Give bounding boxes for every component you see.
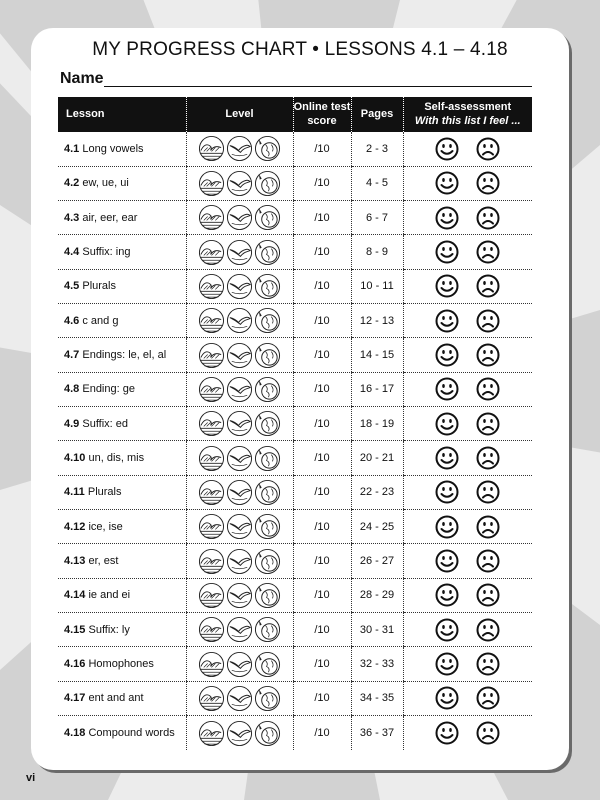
happy-face-icon[interactable] [435,652,459,676]
happy-face-icon[interactable] [435,240,459,264]
self-header-line1: Self-assessment [424,101,512,114]
pages-cell: 16 - 17 [351,372,403,406]
level-cell [186,235,293,269]
lesson-number: 4.6 [64,314,80,327]
wave-icon[interactable] [198,342,225,369]
globe-icon[interactable] [254,307,281,334]
bird-icon[interactable] [226,548,253,575]
pages-cell: 6 - 7 [351,201,403,235]
score-cell[interactable]: /10 [293,201,351,235]
globe-icon[interactable] [254,616,281,643]
lesson-cell [58,407,186,441]
pages-cell: 14 - 15 [351,338,403,372]
lesson-number: 4.9 [64,417,80,430]
lesson-cell [58,269,186,303]
wave-icon[interactable] [198,479,225,506]
level-cell [186,304,293,338]
lesson-number: 4.1 [64,142,80,155]
level-cell [186,407,293,441]
sad-face-icon[interactable] [476,618,500,642]
bird-icon[interactable] [226,273,253,300]
sad-face-icon[interactable] [476,480,500,504]
wave-icon[interactable] [198,651,225,678]
lesson-topic: Long vowels [82,142,144,155]
lesson-topic: Ending: ge [82,383,135,396]
score-cell[interactable]: /10 [293,647,351,681]
table-row [58,201,532,235]
happy-face-icon[interactable] [435,137,459,161]
level-cell [186,166,293,200]
happy-face-icon[interactable] [435,343,459,367]
score-cell[interactable]: /10 [293,510,351,544]
score-cell[interactable]: /10 [293,613,351,647]
pages-cell: 8 - 9 [351,235,403,269]
lesson-number: 4.12 [64,520,86,533]
lesson-number: 4.8 [64,383,80,396]
globe-icon[interactable] [254,342,281,369]
self-assessment-cell [403,613,532,647]
table-row [58,613,532,647]
name-label: Name [60,70,104,87]
level-cell [186,510,293,544]
self-assessment-cell [403,235,532,269]
happy-face-icon[interactable] [435,515,459,539]
bird-icon[interactable] [226,135,253,162]
self-assessment-cell [403,578,532,612]
lesson-cell [58,544,186,578]
table-row [58,578,532,612]
level-cell [186,269,293,303]
wave-icon[interactable] [198,582,225,609]
happy-face-icon[interactable] [435,377,459,401]
wave-icon[interactable] [198,239,225,266]
happy-face-icon[interactable] [435,583,459,607]
score-cell[interactable]: /10 [293,441,351,475]
table-row [58,132,532,166]
score-header-line2: score [307,114,337,127]
table-row [58,544,532,578]
sad-face-icon[interactable] [476,377,500,401]
score-cell[interactable]: /10 [293,544,351,578]
lesson-number: 4.7 [64,349,80,362]
lesson-number: 4.5 [64,280,80,293]
self-assessment-cell [403,166,532,200]
lesson-topic: er, est [88,555,119,568]
lesson-cell [58,132,186,166]
score-cell[interactable]: /10 [293,475,351,509]
lesson-cell [58,338,186,372]
table-row [58,716,532,750]
sad-face-icon[interactable] [476,206,500,230]
sad-face-icon[interactable] [476,171,500,195]
globe-icon[interactable] [254,445,281,472]
table-row [58,338,532,372]
lesson-topic: air, eer, ear [82,211,138,224]
wave-icon[interactable] [198,548,225,575]
pages-cell: 20 - 21 [351,441,403,475]
score-cell[interactable]: /10 [293,716,351,750]
sad-face-icon[interactable] [476,721,500,745]
level-cell [186,132,293,166]
sad-face-icon[interactable] [476,652,500,676]
score-cell[interactable]: /10 [293,132,351,166]
pages-cell: 18 - 19 [351,407,403,441]
wave-icon[interactable] [198,445,225,472]
level-cell [186,578,293,612]
lesson-topic: c and g [82,314,119,327]
sad-face-icon[interactable] [476,583,500,607]
table-row [58,407,532,441]
globe-icon[interactable] [254,651,281,678]
score-cell[interactable]: /10 [293,578,351,612]
lesson-number: 4.2 [64,177,80,190]
globe-icon[interactable] [254,582,281,609]
bird-icon[interactable] [226,204,253,231]
bird-icon[interactable] [226,479,253,506]
bird-icon[interactable] [226,720,253,747]
level-cell [186,613,293,647]
bird-icon[interactable] [226,376,253,403]
sad-face-icon[interactable] [476,137,500,161]
lesson-topic: Endings: le, el, al [82,349,167,362]
lesson-cell [58,716,186,750]
lesson-number: 4.17 [64,692,86,705]
lesson-topic: ie and ei [88,589,131,602]
level-cell [186,372,293,406]
wave-icon[interactable] [198,513,225,540]
bird-icon[interactable] [226,170,253,197]
self-assessment-cell [403,647,532,681]
lesson-topic: Plurals [82,280,116,293]
table-row [58,235,532,269]
sad-face-icon[interactable] [476,549,500,573]
lesson-topic: Suffix: ly [88,623,130,636]
lesson-number: 4.16 [64,658,86,671]
score-cell[interactable]: /10 [293,166,351,200]
lesson-cell [58,613,186,647]
globe-icon[interactable] [254,479,281,506]
globe-icon[interactable] [254,376,281,403]
wave-icon[interactable] [198,720,225,747]
level-cell [186,544,293,578]
score-cell[interactable]: /10 [293,338,351,372]
wave-icon[interactable] [198,685,225,712]
level-cell [186,681,293,715]
self-assessment-cell [403,407,532,441]
bird-icon[interactable] [226,616,253,643]
self-assessment-cell [403,304,532,338]
lesson-number: 4.10 [64,452,86,465]
lesson-cell [58,372,186,406]
name-line[interactable] [104,86,532,87]
pages-cell: 22 - 23 [351,475,403,509]
happy-face-icon[interactable] [435,171,459,195]
sad-face-icon[interactable] [476,343,500,367]
wave-icon[interactable] [198,135,225,162]
happy-face-icon[interactable] [435,446,459,470]
wave-icon[interactable] [198,273,225,300]
bird-icon[interactable] [226,445,253,472]
happy-face-icon[interactable] [435,549,459,573]
self-assessment-cell [403,372,532,406]
table-row [58,269,532,303]
score-cell[interactable]: /10 [293,235,351,269]
self-assessment-cell [403,544,532,578]
lesson-cell [58,647,186,681]
pages-cell: 32 - 33 [351,647,403,681]
globe-icon[interactable] [254,720,281,747]
level-cell [186,647,293,681]
globe-icon[interactable] [254,685,281,712]
bird-icon[interactable] [226,239,253,266]
score-cell[interactable]: /10 [293,681,351,715]
happy-face-icon[interactable] [435,309,459,333]
bird-icon[interactable] [226,651,253,678]
lesson-number: 4.18 [64,727,86,740]
wave-icon[interactable] [198,307,225,334]
sad-face-icon[interactable] [476,686,500,710]
pages-cell: 2 - 3 [351,132,403,166]
lesson-cell [58,304,186,338]
happy-face-icon[interactable] [435,412,459,436]
happy-face-icon[interactable] [435,274,459,298]
globe-icon[interactable] [254,548,281,575]
pages-cell: 28 - 29 [351,578,403,612]
globe-icon[interactable] [254,239,281,266]
pages-cell: 30 - 31 [351,613,403,647]
happy-face-icon[interactable] [435,206,459,230]
lesson-number: 4.13 [64,555,86,568]
score-cell[interactable]: /10 [293,372,351,406]
sad-face-icon[interactable] [476,446,500,470]
self-assessment-cell [403,441,532,475]
bird-icon[interactable] [226,513,253,540]
pages-cell: 34 - 35 [351,681,403,715]
globe-icon[interactable] [254,410,281,437]
level-cell [186,475,293,509]
globe-icon[interactable] [254,170,281,197]
lesson-topic: Plurals [87,486,122,499]
score-cell[interactable]: /10 [293,304,351,338]
globe-icon[interactable] [254,273,281,300]
pages-cell: 36 - 37 [351,716,403,750]
lesson-number: 4.14 [64,589,86,602]
level-cell [186,441,293,475]
self-assessment-cell [403,681,532,715]
wave-icon[interactable] [198,376,225,403]
lesson-cell [58,235,186,269]
bird-icon[interactable] [226,410,253,437]
score-header-line1: Online test [293,101,351,114]
lesson-column-header: Lesson [58,97,186,132]
table-row [58,166,532,200]
self-assessment-cell [403,269,532,303]
lesson-topic: ent and ant [88,692,144,705]
table-row [58,304,532,338]
lesson-cell [58,441,186,475]
sad-face-icon[interactable] [476,515,500,539]
table-row [58,510,532,544]
happy-face-icon[interactable] [435,618,459,642]
lesson-cell [58,166,186,200]
level-cell [186,201,293,235]
lesson-topic: un, dis, mis [88,452,145,465]
wave-icon[interactable] [198,204,225,231]
table-row [58,475,532,509]
wave-icon[interactable] [198,170,225,197]
sad-face-icon[interactable] [476,274,500,298]
lesson-topic: Suffix: ing [82,246,131,259]
wave-icon[interactable] [198,410,225,437]
pages-cell: 26 - 27 [351,544,403,578]
lesson-number: 4.3 [64,211,80,224]
globe-icon[interactable] [254,513,281,540]
lesson-cell [58,201,186,235]
globe-icon[interactable] [254,135,281,162]
progress-table [58,97,532,750]
bird-icon[interactable] [226,307,253,334]
happy-face-icon[interactable] [435,721,459,745]
bird-icon[interactable] [226,685,253,712]
bird-icon[interactable] [226,342,253,369]
level-cell [186,716,293,750]
sad-face-icon[interactable] [476,309,500,333]
lesson-topic: Compound words [88,727,175,740]
lesson-cell [58,681,186,715]
table-row [58,441,532,475]
pages-cell: 4 - 5 [351,166,403,200]
pages-cell: 10 - 11 [351,269,403,303]
table-row [58,372,532,406]
lesson-number: 4.11 [64,486,85,499]
self-header-line2: With this list I feel ... [414,114,521,127]
self-assessment-cell [403,510,532,544]
sad-face-icon[interactable] [476,240,500,264]
page-number: vi [26,772,36,784]
happy-face-icon[interactable] [435,686,459,710]
score-cell[interactable]: /10 [293,407,351,441]
lesson-cell [58,578,186,612]
lesson-topic: Suffix: ed [82,417,129,430]
happy-face-icon[interactable] [435,480,459,504]
self-assessment-cell [403,132,532,166]
self-assessment-cell [403,475,532,509]
lesson-topic: ice, ise [88,520,123,533]
lesson-cell [58,510,186,544]
bird-icon[interactable] [226,582,253,609]
lesson-cell [58,475,186,509]
table-header-row [58,97,532,132]
pages-cell: 12 - 13 [351,304,403,338]
level-cell [186,338,293,372]
lesson-number: 4.15 [64,623,86,636]
self-assessment-cell [403,201,532,235]
pages-column-header: Pages [351,97,403,132]
self-assessment-cell [403,716,532,750]
lesson-number: 4.4 [64,246,80,259]
level-column-header: Level [186,97,293,132]
table-row [58,647,532,681]
self-assessment-column-header [403,97,532,132]
self-assessment-cell [403,338,532,372]
sad-face-icon[interactable] [476,412,500,436]
page-title: MY PROGRESS CHART • LESSONS 4.1 – 4.18 [92,39,508,60]
pages-cell: 24 - 25 [351,510,403,544]
lesson-topic: Homophones [88,658,154,671]
lesson-topic: ew, ue, ui [82,177,129,190]
score-column-header [293,97,351,132]
wave-icon[interactable] [198,616,225,643]
score-cell[interactable]: /10 [293,269,351,303]
globe-icon[interactable] [254,204,281,231]
table-row [58,681,532,715]
